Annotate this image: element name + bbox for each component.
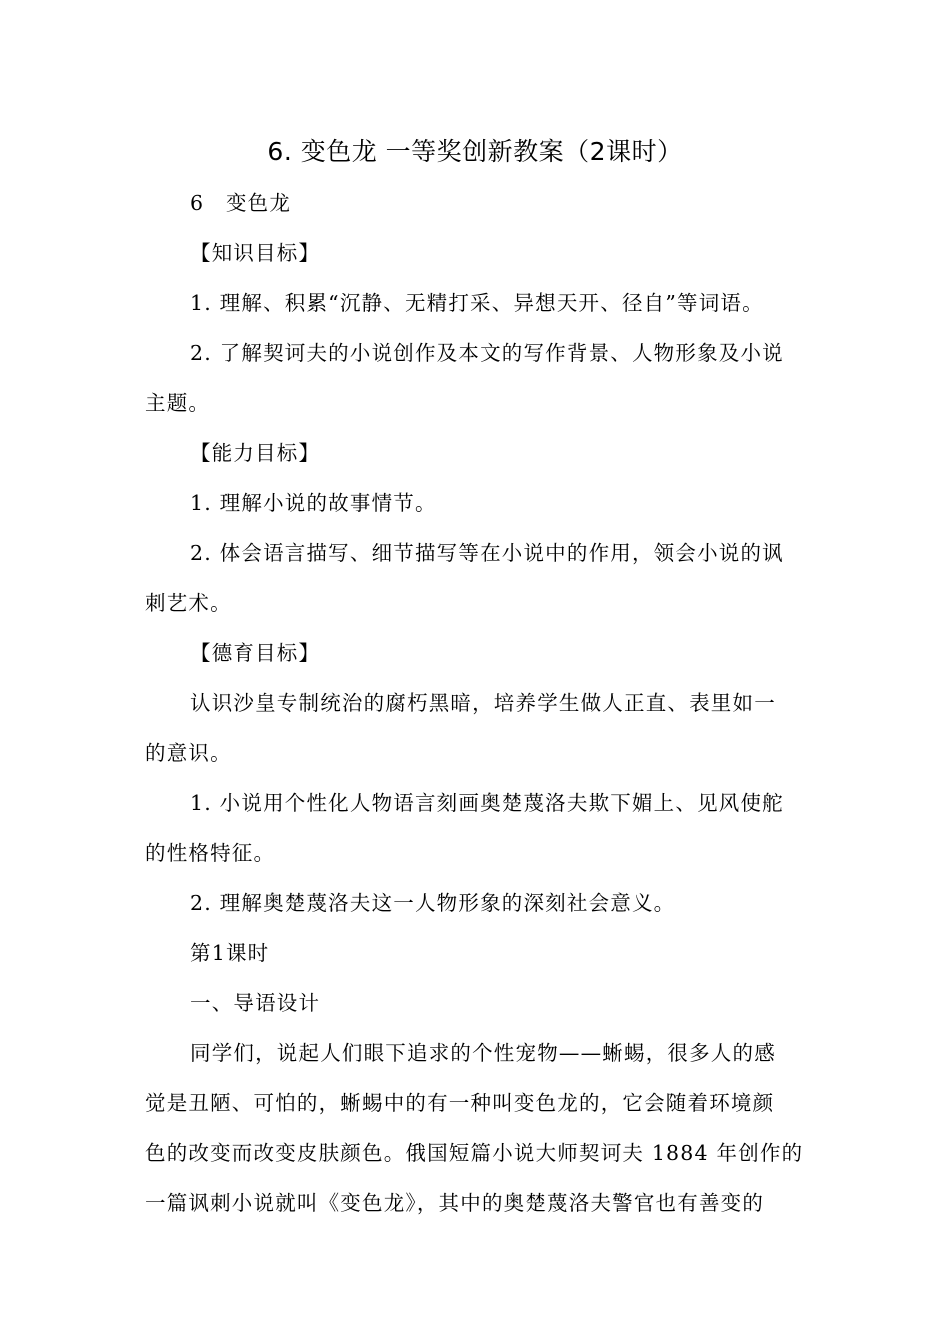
paragraph-line: 色的改变而改变皮肤颜色。俄国短篇小说大师契诃夫 1884 年创作的 [145, 1141, 804, 1165]
paragraph-line: 2. 理解奥楚蔑洛夫这一人物形象的深刻社会意义。 [190, 891, 676, 915]
section-heading-ability: 【能力目标】 [190, 441, 321, 465]
paragraph-line: 一篇讽刺小说就叫《变色龙》，其中的奥楚蔑洛夫警官也有善变的 [145, 1191, 765, 1215]
paragraph-line: 主题。 [145, 391, 211, 415]
paragraph-line: 认识沙皇专制统治的腐朽黑暗，培养学生做人正直、表里如一 [190, 691, 776, 715]
section-heading-moral: 【德育目标】 [190, 641, 321, 665]
paragraph-line: 的意识。 [145, 741, 232, 765]
section-heading-knowledge: 【知识目标】 [190, 241, 321, 265]
paragraph-line: 1. 小说用个性化人物语言刻画奥楚蔑洛夫欺下媚上、见风使舵 [190, 791, 784, 815]
paragraph-line: 2. 了解契诃夫的小说创作及本文的写作背景、人物形象及小说 [190, 341, 784, 365]
document-body [145, 178, 805, 1228]
document-title: 6. 变色龙 一等奖创新教案（2课时） [267, 137, 683, 166]
paragraph-line: 6 变色龙 [190, 191, 292, 215]
paragraph-line: 的性格特征。 [145, 841, 276, 865]
paragraph-line: 刺艺术。 [145, 591, 232, 615]
paragraph-line: 2. 体会语言描写、细节描写等在小说中的作用，领会小说的讽 [190, 541, 784, 565]
subsection-heading: 一、导语设计 [190, 991, 321, 1015]
paragraph-line: 1. 理解小说的故事情节。 [190, 491, 437, 515]
lesson-heading: 第1课时 [190, 941, 270, 965]
paragraph-line: 1. 理解、积累“沉静、无精打采、异想天开、径自”等词语。 [190, 291, 764, 315]
paragraph-line: 觉是丑陋、可怕的，蜥蜴中的有一种叫变色龙的，它会随着环境颜 [145, 1091, 775, 1115]
paragraph-line: 同学们，说起人们眼下追求的个性宠物——蜥蜴，很多人的感 [190, 1041, 776, 1065]
